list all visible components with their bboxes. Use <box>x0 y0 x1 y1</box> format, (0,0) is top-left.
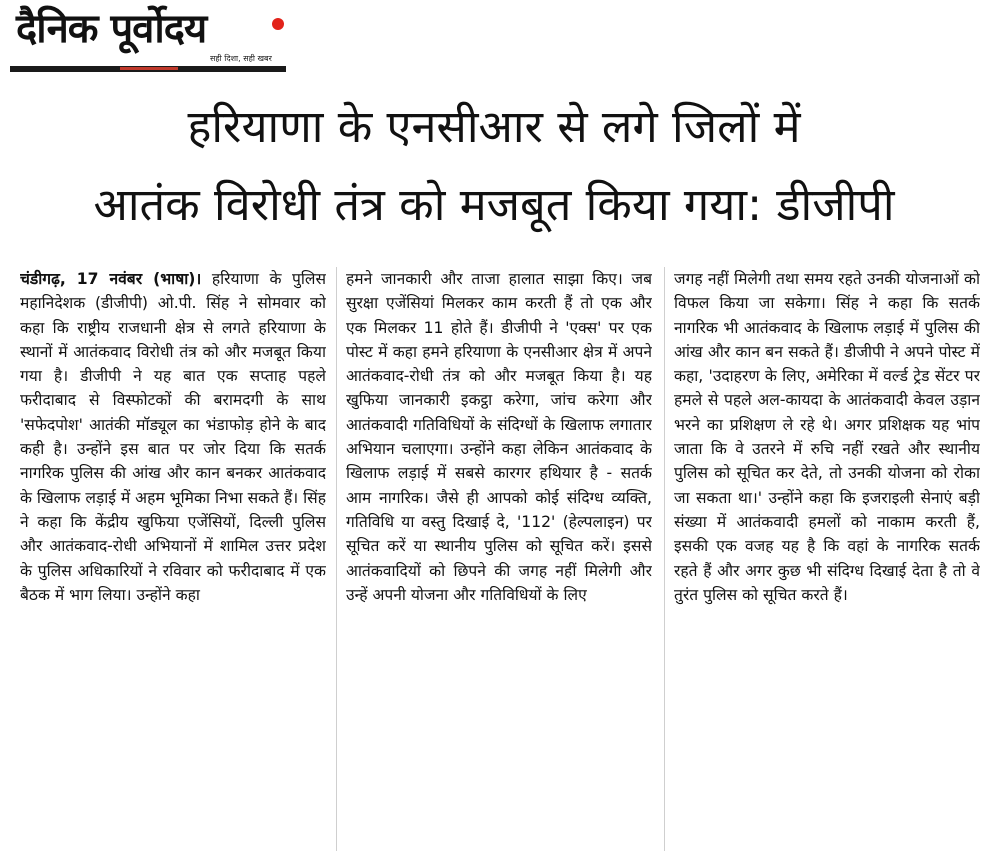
headline-line-2: आतंक विरोधी तंत्र को मजबूत किया गया: डीजीपी <box>93 178 895 231</box>
dateline: चंडीगढ़, 17 नवंबर (भाषा)। <box>20 270 202 288</box>
newspaper-tagline: सही दिशा, सही खबर <box>210 54 272 63</box>
article-column-2 <box>346 267 652 851</box>
article-column-1 <box>20 267 326 851</box>
article-column-3 <box>674 267 980 851</box>
article-headline <box>14 88 974 244</box>
column-3-text: जगह नहीं मिलेगी तथा समय रहते उनकी योजनाओं को विफल किया जा सकेगा। सिंह ने कहा कि सतर्क नागरिक भी आतंकवाद के खिलाफ लड़ाई में पुलिस की आंख और कान बन सकते हैं। डीजीपी ने अपने पोस्ट में कहा, 'उदाहरण के लिए, अमेरिका में वर्ल्ड ट्रेड सेंटर पर हमले से पहले अल-कायदा के आतंकवादी केवल उड़ान भरने का प्रशिक्षण ले रहे थे। अगर प्रशिक्षक यह भांप जाता कि वे उतरने में रुचि नहीं रखते और स्थानीय पुलिस को सूचित कर देते, तो उनकी योजना को रोका जा सकता था।' उन्होंने कहा कि इजराइली सेनाएं बड़ी संख्या में आतंकवादी हमलों को नाकाम करती हैं, इसकी एक वजह यह है कि वहां के नागरिक सतर्क रहते हैं और अगर कुछ भी संदिग्ध दिखाई देता है तो वे तुरंत पुलिस को सूचित करते हैं। <box>674 270 980 604</box>
newspaper-logo: दैनिक पूर्वोदय <box>16 6 207 52</box>
column-divider <box>336 267 337 851</box>
article-paragraph-1 <box>20 267 326 607</box>
headline-line-1: हरियाणा के एनसीआर से लगे जिलों में <box>187 100 801 153</box>
logo-red-dot <box>272 18 284 30</box>
column-1-text: हरियाणा के पुलिस महानिदेशक (डीजीपी) ओ.पी. सिंह ने सोमवार को कहा कि राष्ट्रीय राजधानी क्षेत्र से लगते हरियाणा के स्थानों में आतंकवाद विरोधी तंत्र को और मजबूत किया गया है। डीजीपी ने यह बात एक सप्ताह पहले फरीदाबाद से विस्फोटकों की बरामदगी के साथ 'सफेदपोश' आतंकी मॉड्यूल का भंडाफोड़ होने के बाद कही है। उन्होंने इस बात पर जोर दिया कि सतर्क नागरिक पुलिस की आंख और कान बनकर आतंकवाद के खिलाफ लड़ाई में अहम भूमिका निभा सकते हैं। सिंह ने कहा कि केंद्रीय खुफिया एजेंसियों, दिल्ली पुलिस और आतंकवाद-रोधी अभियानों में शामिल उत्तर प्रदेश के पुलिस अधिकारियों ने रविवार को फरीदाबाद में एक बैठक में भाग लिया। उन्होंने कहा <box>20 270 326 604</box>
masthead-accent-bar <box>120 67 178 70</box>
masthead <box>10 4 286 72</box>
column-divider <box>664 267 665 851</box>
masthead-rule <box>10 66 286 72</box>
column-2-text: हमने जानकारी और ताजा हालात साझा किए। जब सुरक्षा एजेंसियां मिलकर काम करती हैं तो एक और एक मिलकर 11 होते हैं। डीजीपी ने 'एक्स' पर एक पोस्ट में कहा हमने हरियाणा के एनसीआर क्षेत्र में अपने आतंकवाद-रोधी तंत्र को और मजबूत किया है। यह खुफिया जानकारी इकट्ठा करेगा, जांच करेगा और आतंकवादी गतिविधियों के संदिग्धों के खिलाफ लगातार अभियान चलाएगा। उन्होंने कहा लेकिन आतंकवाद के खिलाफ लड़ाई में सबसे कारगर हथियार है - सतर्क आम नागरिक। जैसे ही आपको कोई संदिग्ध व्यक्ति, गतिविधि या वस्तु दिखाई दे, '112' (हेल्पलाइन) पर सूचित करें या स्थानीय पुलिस को सूचित करें। इससे आतंकवादियों को छिपने की जगह नहीं मिलेगी और उन्हें अपनी योजना और गतिविधियों के लिए <box>346 270 652 604</box>
